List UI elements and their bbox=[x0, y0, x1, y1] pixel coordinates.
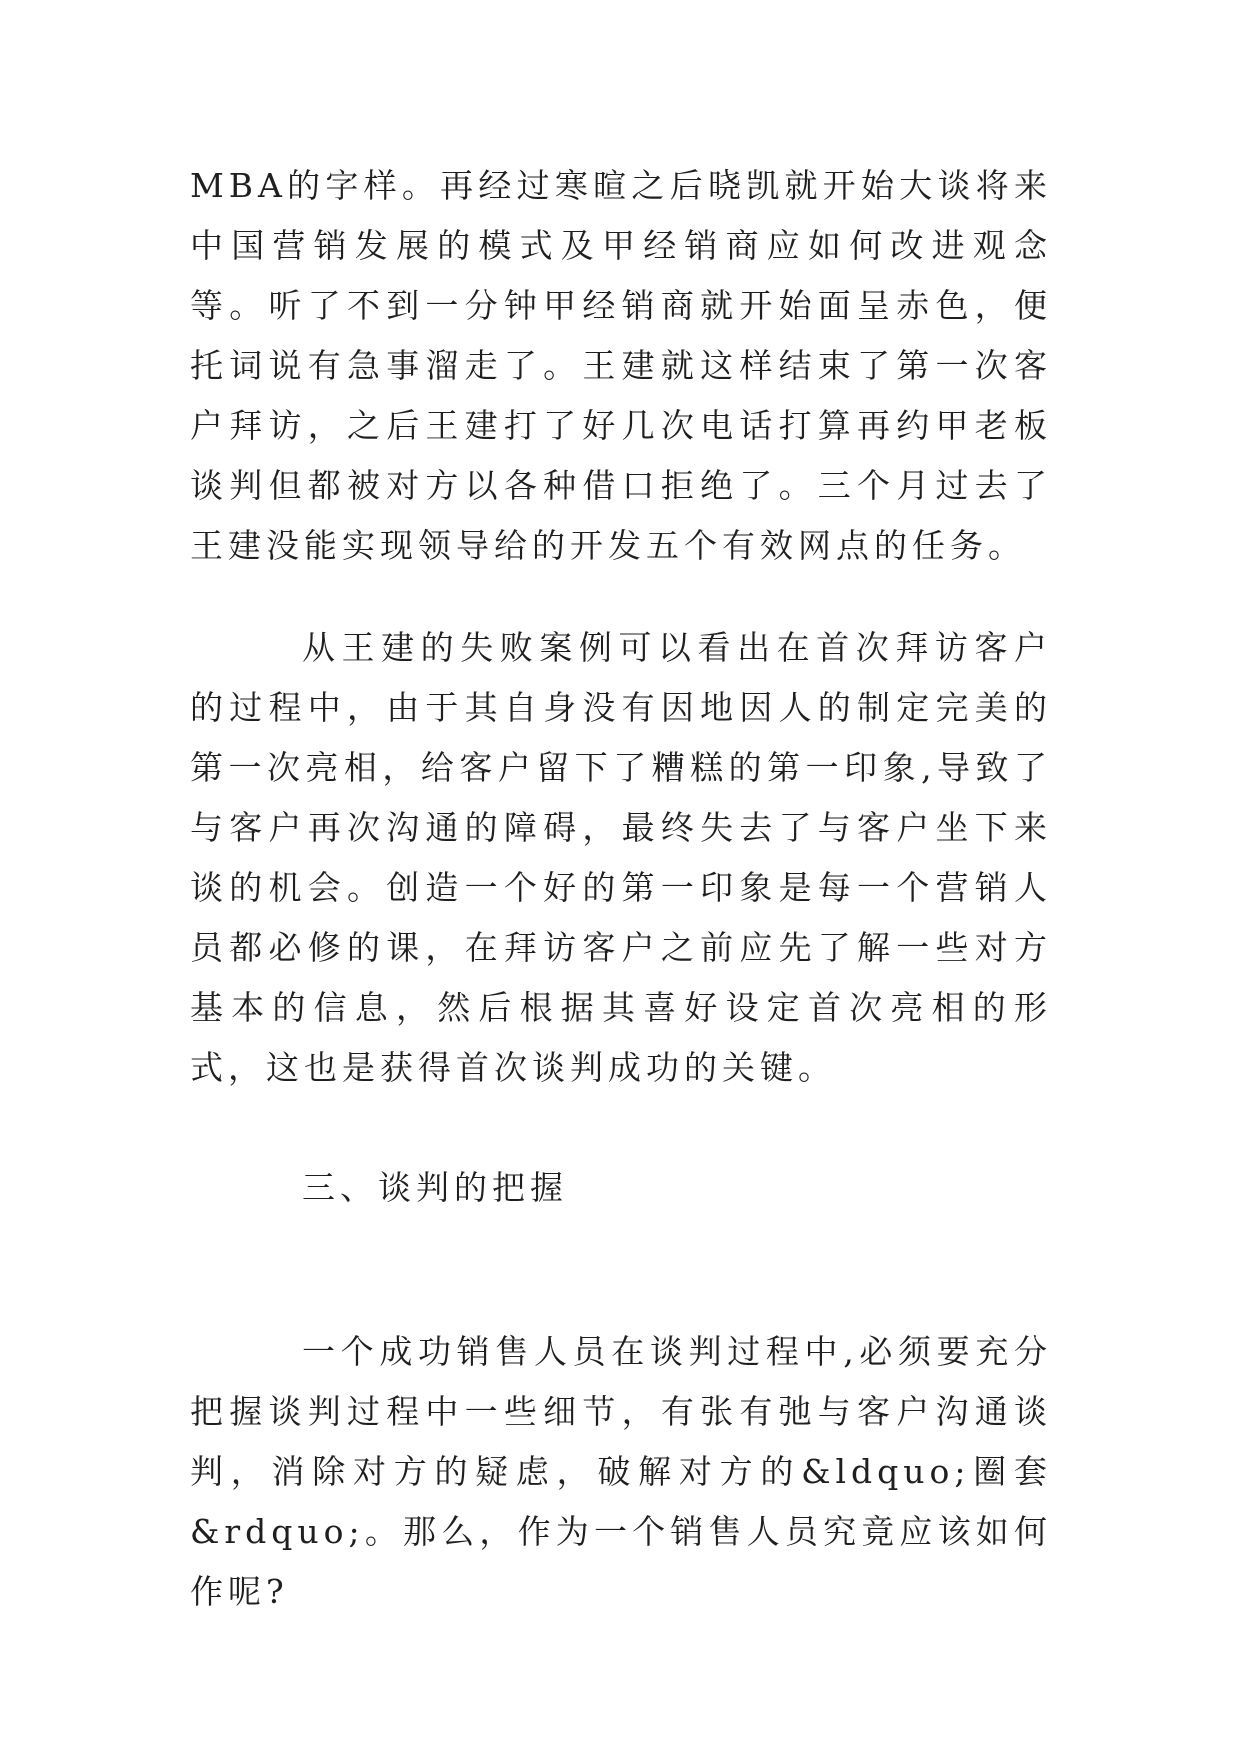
paragraph-3: 一个成功销售人员在谈判过程中,必须要充分把握谈判过程中一些细节，有张有弛与客户沟通谈判，消除对方的疑虑，破解对方的&ldquo;圈套&rdquo;。那么，作为一个销售人员究竟应该如何作呢? bbox=[190, 1332, 1052, 1611]
section-heading: 三、谈判的把握 bbox=[302, 1168, 568, 1207]
paragraph-2: 从王建的失败案例可以看出在首次拜访客户的过程中，由于其自身没有因地因人的制定完美的第一次亮相，给客户留下了糟糕的第一印象,导致了与客户再次沟通的障碍，最终失去了与客户坐下来谈的机会。创造一个好的第一印象是每一个营销人员都必修的课，在拜访客户之前应先了解一些对方基本的信息，然后根据其喜好设定首次亮相的形式，这也是获得首次谈判成功的关键。 bbox=[190, 628, 1052, 1087]
paragraph-1: MBA的字样。再经过寒暄之后晓凯就开始大谈将来中国营销发展的模式及甲经销商应如何改进观念等。听了不到一分钟甲经销商就开始面呈赤色，便托词说有急事溜走了。王建就这样结束了第一次客户拜访，之后王建打了好几次电话打算再约甲老板谈判但都被对方以各种借口拒绝了。三个月过去了王建没能实现领导给的开发五个有效网点的任务。 bbox=[190, 166, 1052, 565]
